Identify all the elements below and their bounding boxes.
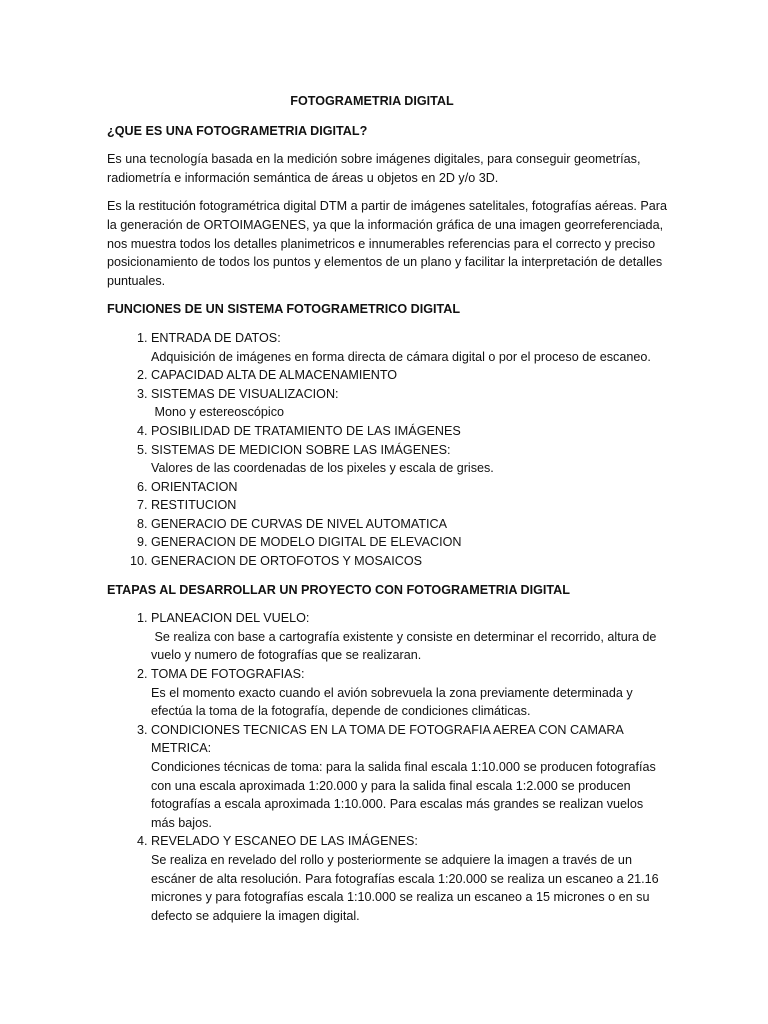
list-item-description: Se realiza en revelado del rollo y posteriormente se adquiere la imagen a través de un escáner de alta resolución. Para fotografías escala 1:20.000 se realiza un escaneo a 21.16 micrones y para fotografías escala 1:10.000 se realiza un escaneo a 15 micrones o en su defecto se adquiere la imagen digital. — [151, 852, 659, 923]
list-item — [151, 832, 667, 925]
list-item — [151, 721, 667, 833]
document-title: FOTOGRAMETRIA DIGITAL — [290, 94, 454, 108]
list-item-title: 4. POSIBILIDAD DE TRATAMIENTO DE LAS IMÁGENES — [151, 423, 461, 438]
list-item-title: 3. CONDICIONES TECNICAS EN LA TOMA DE FOTOGRAFIA AEREA CON CAMARA METRICA: — [151, 722, 624, 756]
list-item — [151, 533, 667, 552]
list-item — [151, 422, 667, 441]
list-item-title: 4. REVELADO Y ESCANEO DE LAS IMÁGENES: — [151, 834, 418, 849]
functions-heading: FUNCIONES DE UN SISTEMA FOTOGRAMETRICO DIGITAL — [107, 302, 461, 317]
stages-list — [107, 609, 667, 925]
list-item-title: 9. GENERACION DE MODELO DIGITAL DE ELEVACION — [151, 535, 462, 550]
list-item-title: 7. RESTITUCION — [151, 498, 237, 513]
list-item — [151, 478, 667, 497]
paragraph-restitution: Es la restitución fotogramétrica digital DTM a partir de imágenes satelitales, fotografías aéreas. Para la generación de ORTOIMAGENES, ya que la información gráfica de una imagen georreferenciada, nos muestra todos los detalles planimetricos e innumerables referencias para el correcto y preciso posicionamiento de todos los puntos y elementos de un plano y facilitar la interpretación de detalles puntuales. — [107, 199, 667, 288]
list-item-title: 6. ORIENTACION — [151, 479, 238, 494]
list-item — [151, 441, 667, 478]
question-heading: ¿QUE ES UNA FOTOGRAMETRIA DIGITAL? — [107, 123, 368, 138]
list-item-description: Valores de las coordenadas de los pixeles y escala de grises. — [151, 461, 494, 476]
list-item-title: 8. GENERACIO DE CURVAS DE NIVEL AUTOMATICA — [151, 516, 448, 531]
list-item — [151, 329, 667, 366]
list-item-description: Condiciones técnicas de toma: para la salida final escala 1:10.000 se producen fotografías con una escala aproximada 1:20.000 y para la salida final escala 1:2.000 se producen fotografías a escala aproximada 1:10.000. Para escalas más grandes se realizan vuelos más bajos. — [151, 760, 656, 830]
list-item-description: Adquisición de imágenes en forma directa de cámara digital o por el proceso de escaneo. — [151, 349, 651, 364]
list-item-title: 5. SISTEMAS DE MEDICION SOBRE LAS IMÁGENES: — [151, 442, 451, 457]
list-item-description: Se realiza con base a cartografía existente y consiste en determinar el recorrido, altura de vuelo y numero de fotografías que se realizaran. — [151, 629, 660, 663]
list-item-description: Es el momento exacto cuando el avión sobrevuela la zona previamente determinada y efectúa la toma de la fotografía, depende de condiciones climáticas. — [151, 685, 633, 719]
list-item — [151, 665, 667, 721]
list-item — [151, 552, 667, 571]
list-item-title: 1. ENTRADA DE DATOS: — [151, 330, 281, 345]
functions-list — [107, 329, 667, 571]
list-item-title: 10. GENERACION DE ORTOFOTOS Y MOSAICOS — [151, 554, 423, 569]
list-item-title: 2. CAPACIDAD ALTA DE ALMACENAMIENTO — [151, 368, 398, 383]
document-body — [107, 92, 667, 935]
list-item-title: 3. SISTEMAS DE VISUALIZACION: — [151, 386, 339, 401]
list-item — [151, 366, 667, 385]
list-item — [151, 515, 667, 534]
list-item — [151, 385, 667, 422]
paragraph-definition: Es una tecnología basada en la medición sobre imágenes digitales, para conseguir geometrías, radiometría e información semántica de áreas u objetos en 2D y/o 3D. — [107, 152, 641, 185]
list-item — [151, 609, 667, 665]
list-item-title: 2. TOMA DE FOTOGRAFIAS: — [151, 667, 305, 682]
stages-heading: ETAPAS AL DESARROLLAR UN PROYECTO CON FOTOGRAMETRIA DIGITAL — [107, 582, 570, 597]
list-item-title: 1. PLANEACION DEL VUELO: — [151, 611, 310, 626]
list-item — [151, 496, 667, 515]
list-item-description: Mono y estereoscópico — [151, 405, 285, 420]
